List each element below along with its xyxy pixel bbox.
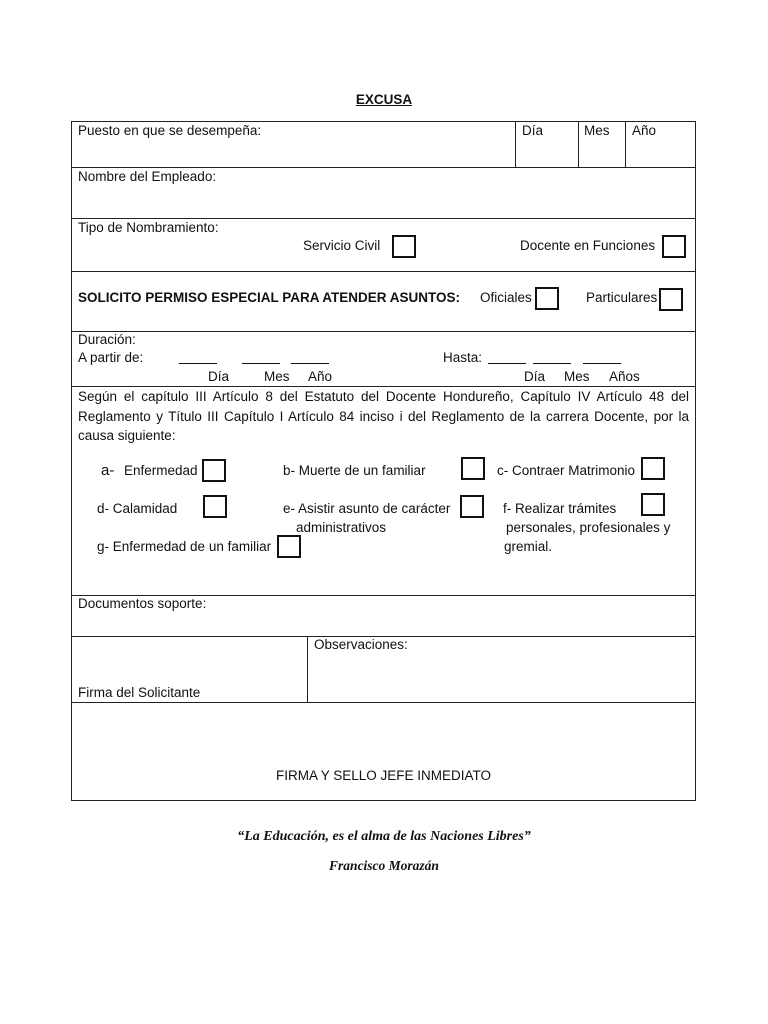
option-a-label: Enfermedad <box>124 463 198 478</box>
motto-author: Francisco Morazán <box>329 858 439 873</box>
form-title: EXCUSA <box>355 92 413 107</box>
desde-mes-caption: Mes <box>264 369 290 384</box>
particulares-label: Particulares <box>586 290 658 305</box>
row-divider <box>72 702 695 703</box>
option-a-checkbox[interactable] <box>202 459 226 482</box>
nombramiento-label: Tipo de Nombramiento: <box>78 220 219 235</box>
option-b-checkbox[interactable] <box>461 457 485 480</box>
option-e-label-cont: administrativos <box>296 520 387 535</box>
col-divider <box>307 636 308 702</box>
causa-paragraph <box>78 387 689 446</box>
mes-header: Mes <box>584 123 610 138</box>
puesto-label: Puesto en que se desempeña: <box>78 123 262 138</box>
firma-solicitante-label: Firma del Solicitante <box>78 685 201 700</box>
duracion-label: Duración: <box>78 332 136 347</box>
desde-anio-blank[interactable] <box>291 351 329 364</box>
hasta-dia-blank[interactable] <box>488 351 526 364</box>
oficiales-label: Oficiales <box>480 290 532 305</box>
hasta-dia-caption: Día <box>524 369 546 384</box>
col-divider <box>515 122 516 167</box>
dia-header: Día <box>522 123 544 138</box>
option-d-label: d- Calamidad <box>97 501 178 516</box>
causa-line: causa siguiente: <box>78 428 176 443</box>
row-divider <box>72 218 695 219</box>
option-a-letter: a- <box>101 462 115 479</box>
causa-line: Según el capítulo III Artículo 8 del Estatuto del Docente Hondureño, Capítulo IV Artículo 48 del <box>78 389 689 404</box>
option-f-label-cont: personales, profesionales y <box>506 520 671 535</box>
nombre-label: Nombre del Empleado: <box>78 169 217 184</box>
option-f-checkbox[interactable] <box>641 493 665 516</box>
hasta-anio-blank[interactable] <box>583 351 621 364</box>
docente-funciones-checkbox[interactable] <box>662 235 686 258</box>
hasta-anios-caption: Años <box>609 369 640 384</box>
option-e-label: e- Asistir asunto de carácter <box>283 501 451 516</box>
docente-funciones-label: Docente en Funciones <box>520 238 656 253</box>
causa-line: Reglamento y Título III Capítulo I Artículo 84 inciso i del Reglamento de la carrera Docente, por la <box>78 408 689 424</box>
servicio-civil-label: Servicio Civil <box>303 238 381 253</box>
motto-quote: “La Educación, es el alma de las Naciones Libres” <box>237 829 531 844</box>
option-c-label: c- Contraer Matrimonio <box>497 463 636 478</box>
row-divider <box>72 271 695 272</box>
observaciones-label: Observaciones: <box>314 637 408 652</box>
a-partir-label: A partir de: <box>78 350 144 365</box>
documentos-label: Documentos soporte: <box>78 596 207 611</box>
hasta-mes-caption: Mes <box>564 369 590 384</box>
option-g-label: g- Enfermedad de un familiar <box>97 539 272 554</box>
col-divider <box>578 122 579 167</box>
option-f-label-cont: gremial. <box>504 539 553 554</box>
desde-mes-blank[interactable] <box>242 351 280 364</box>
option-c-checkbox[interactable] <box>641 457 665 480</box>
col-divider <box>625 122 626 167</box>
hasta-label: Hasta: <box>443 350 483 365</box>
servicio-civil-checkbox[interactable] <box>392 235 416 258</box>
row-divider <box>72 167 695 168</box>
hasta-mes-blank[interactable] <box>533 351 571 364</box>
desde-dia-blank[interactable] <box>179 351 217 364</box>
option-b-label: b- Muerte de un familiar <box>283 463 426 478</box>
permiso-label: SOLICITO PERMISO ESPECIAL PARA ATENDER ASUNTOS: <box>78 290 461 305</box>
option-d-checkbox[interactable] <box>203 495 227 518</box>
anio-header: Año <box>632 123 657 138</box>
option-g-checkbox[interactable] <box>277 535 301 558</box>
row-divider <box>72 331 695 332</box>
option-f-label: f- Realizar trámites <box>503 501 617 516</box>
particulares-checkbox[interactable] <box>659 288 683 311</box>
desde-dia-caption: Día <box>208 369 230 384</box>
firma-jefe-label: FIRMA Y SELLO JEFE INMEDIATO <box>275 768 492 783</box>
desde-anio-caption: Año <box>308 369 333 384</box>
option-e-checkbox[interactable] <box>460 495 484 518</box>
excuse-form <box>71 121 696 801</box>
oficiales-checkbox[interactable] <box>535 287 559 310</box>
